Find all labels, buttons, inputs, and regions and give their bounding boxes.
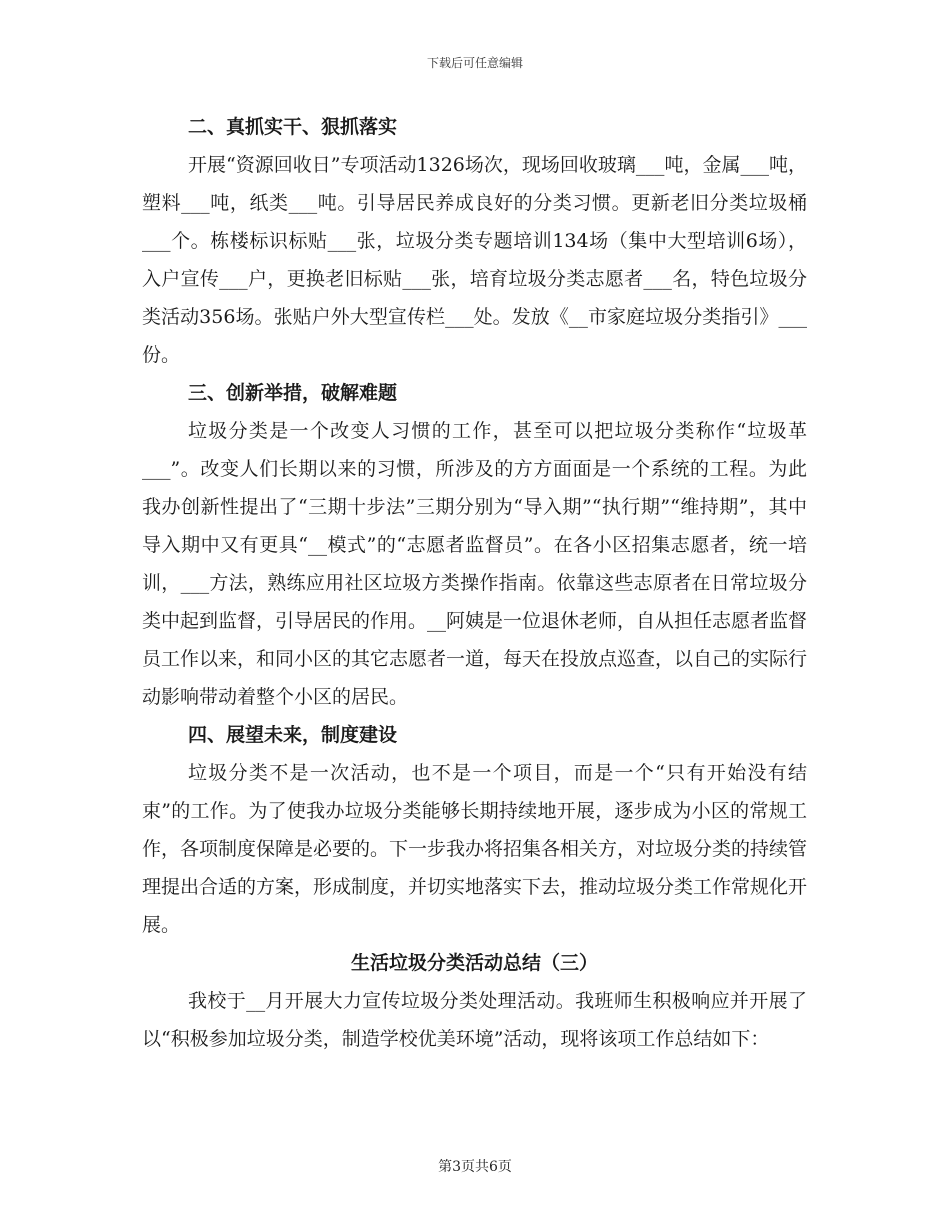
paragraph-section-4: 垃圾分类不是一次活动，也不是一个项目，而是一个“只有开始没有结束”的工作。为了使我办垃圾分类能够长期持续地开展，逐步成为小区的常规工作，各项制度保障是必要的。下一步我办将招集各相关方，对垃圾分类的持续管理提出合适的方案，形成制度，并切实地落实下去，推动垃圾分类工作常规化开展。: [142, 762, 808, 936]
heading-section-3: 三、创新举措，破解难题: [188, 382, 398, 404]
heading-section-4: 四、展望未来，制度建设: [188, 724, 398, 746]
paragraph-section-2: 开展“资源回收日”专项活动1326场次，现场回收玻璃___吨，金属___吨，塑料___吨，纸类___吨。引导居民养成良好的分类习惯。更新老旧分类垃圾桶___个。栋楼标识标贴___张，垃圾分类专题培训134场（集中大型培训6场），入户宣传___户，更换老旧标贴___张，培育垃圾分类志愿者___名，特色垃圾分类活动356场。张贴户外大型宣传栏___处。发放《__市家庭垃圾分类指引》___份。: [142, 154, 807, 366]
document-body: [142, 108, 807, 1058]
page-header-note: 下载后可任意编辑: [426, 56, 523, 70]
document-section-title: 生活垃圾分类活动总结（三）: [350, 952, 598, 974]
page-footer-number: 第3页共6页: [438, 1159, 512, 1175]
paragraph-intro: 我校于__月开展大力宣传垃圾分类处理活动。我班师生积极响应并开展了以“积极参加垃圾分类，制造学校优美环境”活动，现将该项工作总结如下：: [142, 990, 807, 1050]
heading-section-2: 二、真抓实干、狠抓落实: [188, 116, 398, 138]
paragraph-section-3: 垃圾分类是一个改变人习惯的工作，甚至可以把垃圾分类称作“垃圾革___”。改变人们长期以来的习惯，所涉及的方方面面是一个系统的工程。为此我办创新性提出了“三期十步法”三期分别为“导入期”“执行期”“维持期”，其中导入期中又有更具“__模式”的“志愿者监督员”。在各小区招集志愿者，统一培训，___方法，熟练应用社区垃圾方类操作指南。依靠这些志原者在日常垃圾分类中起到监督，引导居民的作用。__阿姨是一位退休老师，自从担任志愿者监督员工作以来，和同小区的其它志愿者一道，每天在投放点巡查，以自己的实际行动影响带动着整个小区的居民。: [142, 420, 808, 708]
